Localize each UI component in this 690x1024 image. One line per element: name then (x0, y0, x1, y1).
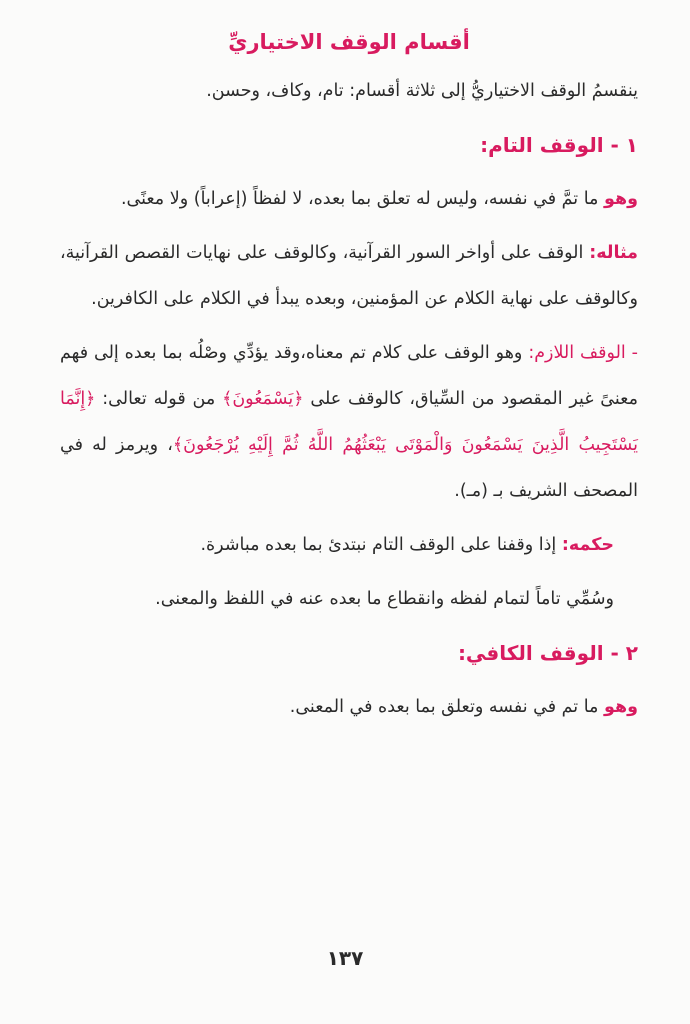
definition-label: وهو (604, 189, 638, 209)
quran-quote-1: ﴿يَسْمَعُونَ﴾ (222, 389, 304, 409)
intro-paragraph: ينقسمُ الوقف الاختياريُّ إلى ثلاثة أقسام: تام، وكاف، وحسن. (206, 81, 638, 101)
section-heading-sufficient-stop: ٢ - الوقف الكافي: (457, 641, 638, 665)
definition-sufficient-stop (60, 684, 638, 730)
ruling-text: إذا وقفنا على الوقف التام نبتدئ بما بعده مباشرة. (200, 535, 557, 555)
ruling-label: حكمه: (561, 535, 614, 555)
mandatory-stop-label: - الوقف اللازم: (528, 343, 638, 363)
naming-paragraph: وسُمِّي تاماً لتمام لفظه وانقطاع ما بعده عنه في اللفظ والمعنى. (155, 589, 614, 609)
definition-text-2: ما تم في نفسه وتعلق بما بعده في المعنى. (289, 697, 599, 717)
definition-text: ما تمَّ في نفسه، وليس له تعلق بما بعده، لا لفظاً (إعراباً) ولا معنًى. (120, 189, 599, 209)
ruling-paragraph (60, 522, 638, 568)
definition-complete-stop (60, 176, 638, 222)
section-heading-complete-stop: ١ - الوقف التام: (480, 133, 638, 157)
quran-quote-2: ﴿إِنَّمَا يَسْتَجِيبُ الَّذِينَ يَسْمَعُونَ وَالْمَوْتَى يَبْعَثُهُمُ اللَّهُ ثُمَّ إِلَيْهِ يُرْجَعُونَ﴾ (60, 389, 638, 455)
page-number: ١٣٧ (326, 946, 364, 970)
mandatory-stop-text-3: ، ويرمز له في المصحف الشريف بـ (مـ). (60, 435, 638, 501)
example-paragraph (60, 230, 638, 322)
page-title: أقسام الوقف الاختياريِّ (228, 30, 470, 54)
mandatory-stop-text-1: وهو الوقف على كلام تم معناه،وقد يؤدِّي وصْلُه بما بعده إلى فهم معنىً غير المقصود من السِّياق، كالوقف على (60, 343, 638, 409)
example-label: مثاله: (589, 243, 638, 263)
mandatory-stop-paragraph (60, 330, 638, 514)
example-text: الوقف على أواخر السور القرآنية، وكالوقف على نهايات القصص القرآنية، وكالوقف على نهاية الكلام عن المؤمنين، وبعده يبدأ في الكلام على الكافرين. (60, 243, 638, 309)
definition-label-2: وهو (604, 697, 638, 717)
mandatory-stop-text-2: من قوله تعالى: (102, 389, 216, 409)
